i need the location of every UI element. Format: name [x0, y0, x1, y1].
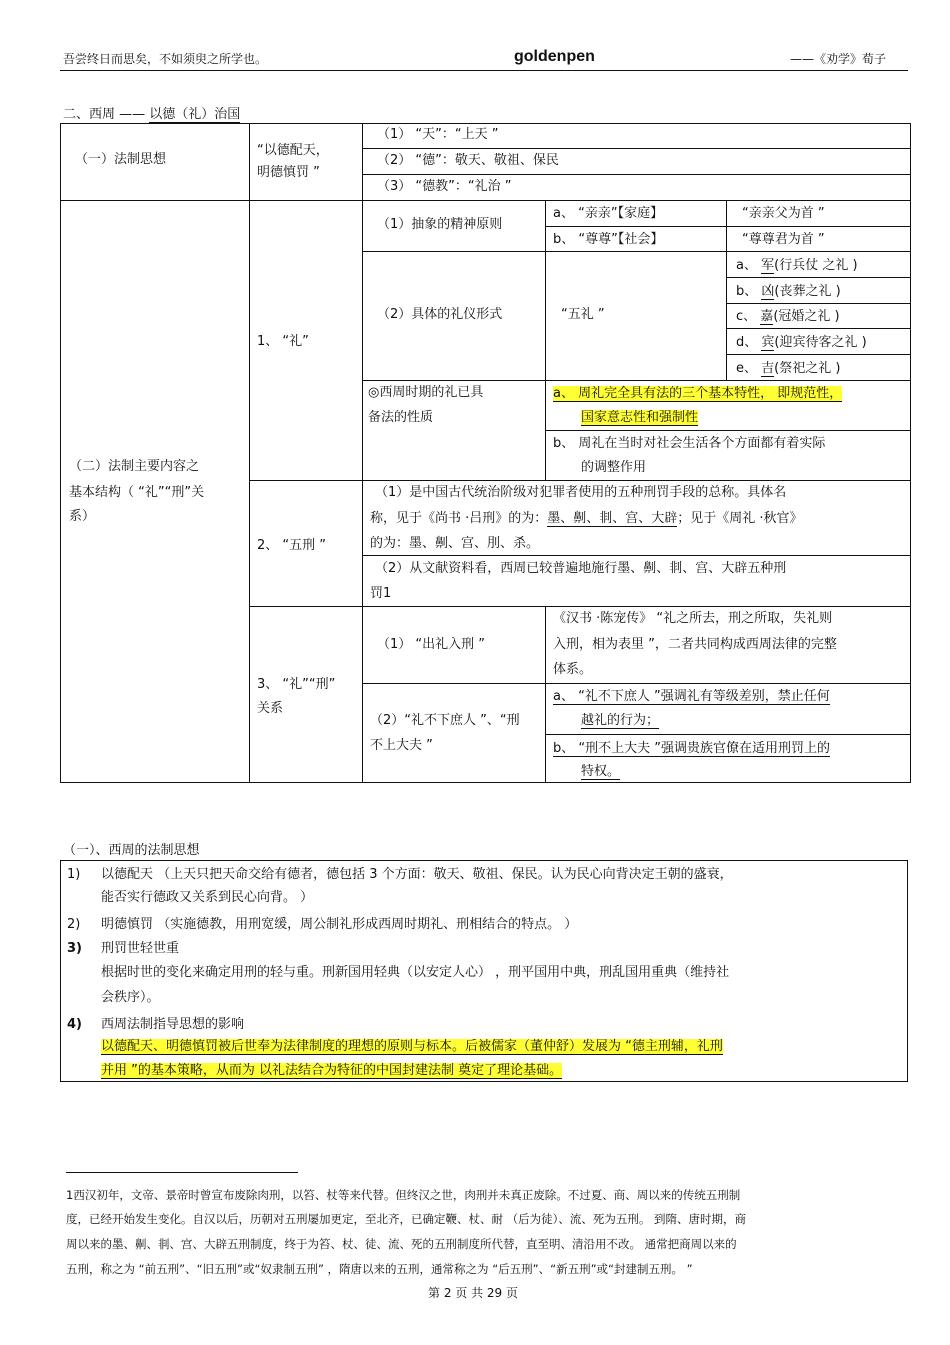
- zunzun-rule: “尊尊君为首 ”: [742, 232, 825, 247]
- five-punishments-label: 2、 “五刑 ”: [257, 538, 327, 553]
- footnote-rule: [66, 1172, 298, 1173]
- row-divider: [60, 200, 911, 201]
- nature-point-b: b、 周礼在当时对社会生活各个方面都有着实际: [553, 436, 826, 451]
- xing-def-line2: 称，见于《尚书 ·吕刑》的为：墨、劓、剕、宫、大辟；见于《周礼 ·秋官》: [370, 511, 803, 526]
- principle-line1: “以德配天，: [257, 143, 329, 158]
- relation-2-label-line2: 不上大夫 ”: [370, 738, 433, 753]
- table-right-border: [910, 123, 911, 783]
- relation-label-line2: 关系: [257, 701, 284, 716]
- thought-item: （3） “德教”：“礼治 ”: [377, 179, 512, 194]
- concrete-form-label: （2）具体的礼仪形式: [377, 307, 503, 322]
- header-brand: goldenpen: [514, 48, 595, 65]
- footnote-line: 1西汉初年，文帝、景帝时曾宣布废除肉刑，以笞、杖等来代替。但终汉之世，肉刑并未真正废除。不过夏、商、周以来的传统五刑制: [66, 1188, 741, 1202]
- table-left-border: [60, 123, 61, 783]
- row-divider: [545, 734, 911, 735]
- xing-def-line3: 的为：墨、劓、宫、刖、杀。: [370, 536, 540, 551]
- rite-item: b、 凶(丧葬之礼 ): [736, 284, 841, 299]
- thought-item: （1） “天”：“上天 ”: [377, 127, 499, 142]
- box-item-3-cont: 会秩序）。: [101, 990, 160, 1005]
- principle-line2: 明德慎罚 ”: [257, 165, 320, 180]
- subsection-title: （一）、西周的法制思想: [63, 843, 200, 858]
- row-divider: [726, 303, 911, 304]
- box-item-4: 西周法制指导思想的影响: [101, 1017, 245, 1032]
- box-item-1: 以德配天 （上天只把天命交给有德者，德包括 3 个方面：敬天、敬祖、保民。认为民心向背决定王朝的盛衰，: [101, 867, 733, 882]
- box-item-3: 刑罚世轻世重: [101, 941, 180, 956]
- row-divider: [545, 430, 911, 431]
- relation-1-text: 《汉书 ·陈宠传》 “礼之所去，刑之所取，失礼则: [553, 611, 833, 626]
- col-divider: [249, 123, 250, 783]
- thought-item: （2） “德”：敬天、敬祖、保民: [377, 153, 559, 168]
- item-number: 4): [67, 1017, 82, 1032]
- relation-1-label: （1） “出礼入刑 ”: [377, 637, 486, 652]
- section-prefix: 二、西周 ——: [63, 107, 146, 122]
- relation-2-point-b: b、 “刑不上大夫 ”强调贵族官僚在适用刑罚上的: [553, 741, 830, 756]
- rite-item: c、 嘉(冠婚之礼 ): [736, 309, 840, 324]
- qinqin-rule: “亲亲父为首 ”: [742, 206, 825, 221]
- footnote-line: 周以来的墨、劓、剕、宫、大辟五刑制度，终于为笞、杖、徒、流、死的五刑制度所代替，直至明、清沿用不改。 通常把商周以来的: [66, 1237, 737, 1251]
- box-item-2: 明德慎罚 （实施德教，用刑宽缓，周公制礼形成西周时期礼、刑相结合的特点。 ）: [101, 917, 578, 932]
- row-divider: [726, 277, 911, 278]
- relation-1-text: 入刑，相为表里 ”，二者共同构成西周法律的完整: [553, 637, 837, 652]
- item-number: 1): [67, 867, 81, 882]
- row-divider: [545, 226, 911, 227]
- xing-def-line1: （1）是中国古代统治阶级对犯罪者使用的五种刑罚手段的总称。具体名: [375, 485, 787, 500]
- row-divider: [362, 251, 911, 252]
- col-divider: [545, 606, 546, 783]
- box-item-3-cont: 根据时世的变化来确定用刑的轻与重。刑新国用轻典（以安定人心） ，刑平国用中典，刑乱国用重典（维持社: [101, 965, 730, 980]
- relation-2-label-line1: （2）“礼不下庶人 ”、“刑: [370, 713, 520, 728]
- col-divider: [726, 200, 727, 252]
- thought-box: [60, 860, 908, 1082]
- zunzun-item: b、 “尊尊”【社会】: [553, 232, 664, 247]
- xing-practice-line2: 罚1: [370, 586, 392, 601]
- col-divider: [362, 123, 363, 783]
- li-label: 1、 “礼”: [257, 334, 309, 349]
- nature-label-line1: ◎西周时期的礼已具: [368, 385, 484, 400]
- section-title: [63, 103, 240, 122]
- abstract-principle-label: （1）抽象的精神原则: [377, 217, 503, 232]
- item-number: 3): [67, 941, 82, 956]
- nature-label-line2: 备法的性质: [368, 410, 434, 425]
- header-quote: 吾尝终日而思矣，不如须臾之所学也。: [63, 52, 268, 66]
- relation-2-point-b-cont: 特权。: [581, 764, 621, 779]
- box-item-4-highlight: 并用 ”的基本策略，从而为 以礼法结合为特征的中国封建法制 奠定了理论基础。: [101, 1063, 563, 1078]
- nature-point-a: a、 周礼完全具有法的三个基本特性， 即规范性，: [553, 386, 843, 401]
- rite-item: a、 军(行兵仗 之礼 ): [736, 258, 858, 273]
- legal-thought-label: （一）法制思想: [75, 152, 167, 167]
- item-number: 2): [67, 917, 81, 932]
- section-heading: 以德（礼）治国: [149, 107, 241, 122]
- relation-1-text: 体系。: [553, 662, 593, 677]
- content-label-line2: 基本结构（ “礼”“刑”关: [69, 485, 205, 500]
- nature-point-a-cont: 国家意志性和强制性: [581, 410, 699, 425]
- table-bottom-border: [60, 782, 911, 783]
- row-divider: [726, 354, 911, 355]
- footnote-line: 度，已经开始发生变化。自汉以后，历朝对五刑屡加更定，至北齐，已确定鞭、杖、耐 （后为徒）、流、死为五刑。 到隋、唐时期，商: [66, 1212, 747, 1226]
- row-divider: [726, 328, 911, 329]
- page-number: 第 2 页 共 29 页: [428, 1286, 518, 1300]
- nature-point-b-cont: 的调整作用: [581, 460, 647, 475]
- box-item-1-cont: 能否实行德政又关系到民心向背。 ）: [101, 890, 314, 905]
- footnote-line: 五刑，称之为 “前五刑”、“旧五刑”或“奴隶制五刑” ，隋唐以来的五刑，通常称之为 “后五刑”、“新五刑”或“封建制五刑。 ”: [66, 1262, 693, 1276]
- col-divider: [726, 251, 727, 380]
- five-rites-label: “五礼 ”: [561, 307, 605, 322]
- xing-practice-line1: （2）从文献资料看，西周已较普遍地施行墨、劓、剕、宫、大辟五种刑: [375, 561, 787, 576]
- relation-2-point-a-cont: 越礼的行为；: [581, 713, 660, 728]
- row-divider: [362, 555, 911, 556]
- relation-label-line1: 3、 “礼”“刑”: [257, 677, 336, 692]
- col-divider: [545, 200, 546, 480]
- content-label-line3: 系）: [69, 509, 96, 524]
- rite-item: e、 吉(祭祀之礼 ): [736, 361, 841, 376]
- header-rule: [60, 70, 908, 71]
- relation-2-point-a: a、 “礼不下庶人 ”强调礼有等级差别，禁止任何: [553, 689, 830, 704]
- box-item-4-highlight: 以德配天、明德慎罚被后世奉为法律制度的理想的原则与标本。后被儒家（董仲舒）发展为 “德主刑辅，礼刑: [101, 1039, 723, 1054]
- header-source: ——《劝学》荀子: [790, 52, 887, 66]
- content-label-line1: （二）法制主要内容之: [69, 459, 200, 474]
- qinqin-item: a、 “亲亲”【家庭】: [553, 206, 664, 221]
- rite-item: d、 宾(迎宾待客之礼 ): [736, 335, 867, 350]
- row-divider: [362, 683, 911, 684]
